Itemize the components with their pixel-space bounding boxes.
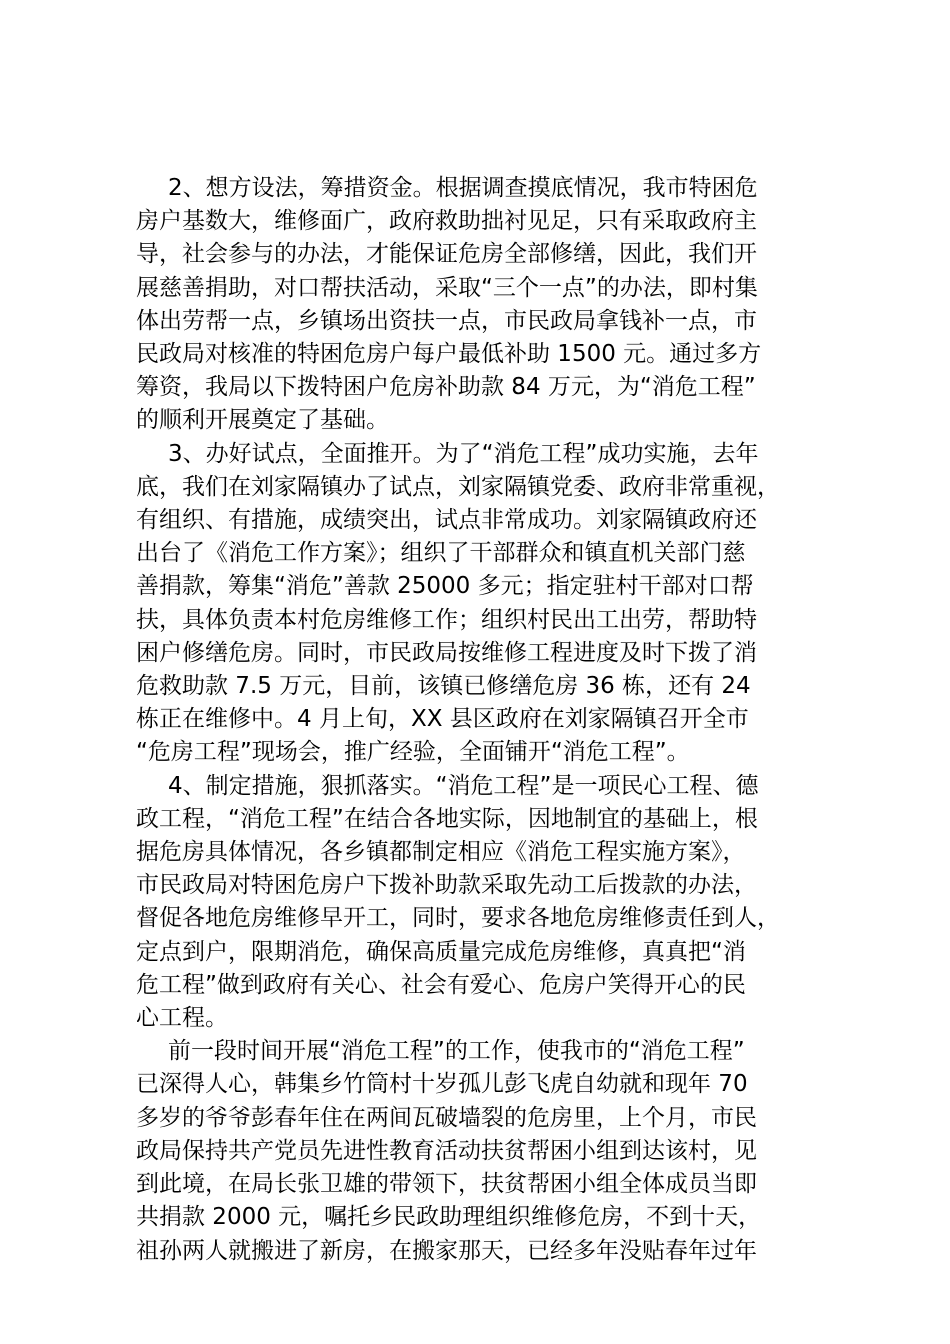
text-line: 有组织、有措施，成绩突出，试点非常成功。刘家隔镇政府还	[136, 507, 757, 534]
text-line: 政工程，“消危工程”在结合各地实际，因地制宜的基础上，根	[136, 805, 758, 832]
text-line: 市民政局对特困危房户下拨补助款采取先动工后拨款的办法，	[136, 872, 757, 899]
text-line: 3、办好试点，全面推开。为了“消危工程”成功实施，去年	[168, 440, 759, 467]
text-line: 扶，具体负责本村危房维修工作；组织村民出工出劳，帮助特	[136, 606, 757, 633]
text-line: 筹资，我局以下拨特困户危房补助款 84 万元，为“消危工程”	[136, 374, 756, 401]
text-line: 出台了《消危工作方案》；组织了干部群众和镇直机关部门慈	[136, 540, 746, 567]
paragraph-2	[136, 172, 844, 438]
text-line: 政局保持共产党员先进性教育活动扶贫帮困小组到达该村，见	[136, 1137, 757, 1164]
paragraph-4	[136, 770, 844, 1036]
text-line: 的顺利开展奠定了基础。	[136, 407, 389, 434]
text-line: “危房工程”现场会，推广经验，全面铺开“消危工程”。	[136, 739, 690, 766]
text-line: 民政局对核准的特困危房户每户最低补助 1500 元。通过多方	[136, 341, 762, 368]
text-line: 困户修缮危房。同时，市民政局按维修工程进度及时下拨了消	[136, 639, 757, 666]
document-body	[136, 172, 844, 1268]
text-line: 栋正在维修中。4 月上旬，XX 县区政府在刘家隔镇召开全市	[136, 706, 749, 733]
text-line: 共捐款 2000 元，嘱托乡民政助理组织维修危房，不到十天，	[136, 1204, 762, 1231]
text-line: 心工程。	[136, 1005, 228, 1032]
text-line: 定点到户，限期消危，确保高质量完成危房维修，真真把“消	[136, 938, 746, 965]
text-line: 2、想方设法，筹措资金。根据调查摸底情况，我市特困危	[168, 175, 758, 201]
text-line: 已深得人心，韩集乡竹筒村十岁孤儿彭飞虎自幼就和现年 70	[136, 1071, 748, 1098]
text-line: 危救助款 7.5 万元，目前，该镇已修缮危房 36 栋，还有 24	[136, 673, 751, 700]
text-line: 房户基数大，维修面广，政府救助拙衬见足，只有采取政府主	[136, 208, 757, 235]
text-line: 导，社会参与的办法，才能保证危房全部修缮，因此，我们开	[136, 241, 757, 268]
text-line: 前一段时间开展“消危工程”的工作，使我市的“消危工程”	[168, 1038, 745, 1065]
text-line: 据危房具体情况，各乡镇都制定相应《消危工程实施方案》，	[136, 839, 746, 866]
text-line: 到此境，在局长张卫雄的带领下，扶贫帮困小组全体成员当即	[136, 1171, 757, 1198]
text-line: 4、制定措施，狠抓落实。“消危工程”是一项民心工程、德	[168, 772, 759, 799]
text-line: 祖孙两人就搬进了新房，在搬家那天，已经多年没贴春年过年	[136, 1237, 757, 1264]
text-line: 善捐款，筹集“消危”善款 25000 多元；指定驻村干部对口帮	[136, 573, 754, 600]
text-line: 体出劳帮一点，乡镇场出资扶一点，市民政局拿钱补一点，市	[136, 307, 757, 334]
paragraph-5	[136, 1035, 844, 1267]
text-line: 督促各地危房维修早开工，同时，要求各地危房维修责任到人，	[136, 905, 780, 932]
text-line: 底，我们在刘家隔镇办了试点，刘家隔镇党委、政府非常重视，	[136, 473, 780, 500]
text-line: 危工程”做到政府有关心、社会有爱心、危房户笑得开心的民	[136, 971, 746, 998]
paragraph-3	[136, 438, 844, 770]
text-line: 多岁的爷爷彭春年住在两间瓦破墙裂的危房里，上个月，市民	[136, 1104, 757, 1131]
text-line: 展慈善捐助，对口帮扶活动，采取“三个一点”的办法，即村集	[136, 274, 758, 301]
